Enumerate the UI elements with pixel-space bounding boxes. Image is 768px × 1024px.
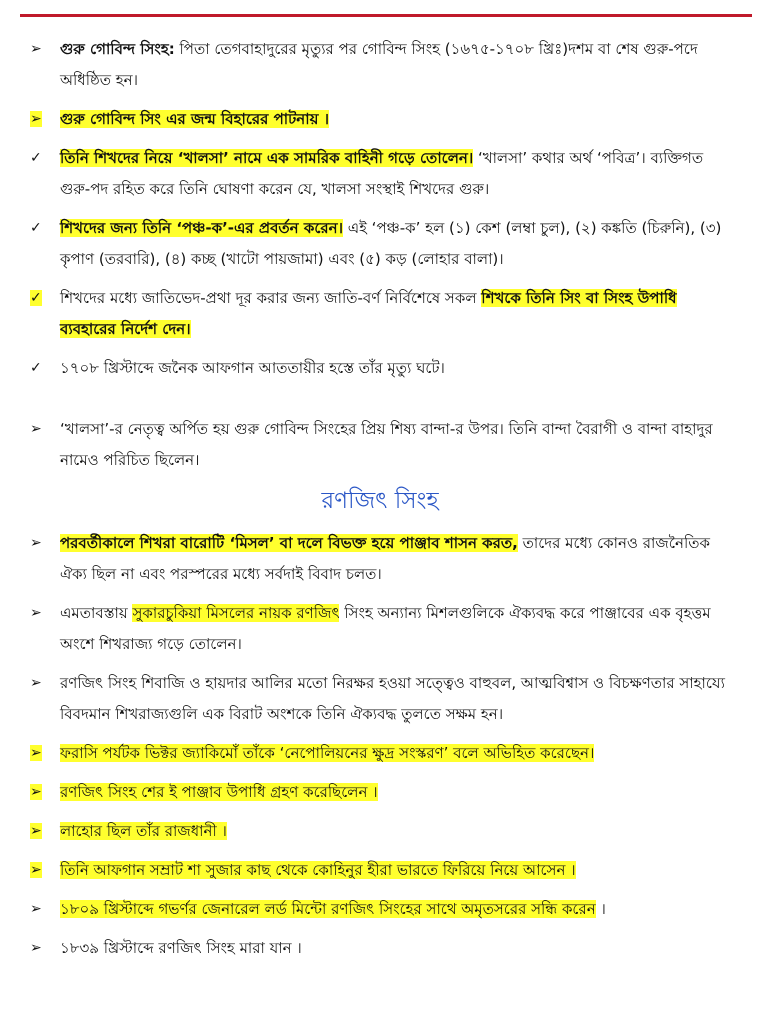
arrow-bullet-icon: ➢: [30, 862, 42, 878]
bullet-item: [30, 353, 730, 384]
text-segment: এমতাবস্তায়: [60, 604, 133, 622]
arrow-bullet-icon: ➢: [30, 823, 42, 839]
text-segment: পিতা তেগবাহাদুরের মৃত্যুর পর গোবিন্দ সিংহ (১৬৭৫-১৭০৮ খ্রিঃ)দশম বা শেষ গুরু-পদে অধিষ্ঠিত হন।: [60, 40, 698, 89]
bullet-item: [30, 34, 730, 96]
highlighted-text: পরবর্তীকালে শিখরা বারোটি ‘মিসল’ বা দলে বিভক্ত হয়ে পাঞ্জাব শাসন করত,: [60, 534, 518, 552]
bullet-text: [60, 816, 730, 847]
bullet-text: [60, 933, 730, 964]
arrow-bullet-icon: ➢: [30, 41, 42, 57]
text-segment: শিখদের মধ্যে জাতিভেদ-প্রথা দূর করার জন্য জাতি-বর্ণ নির্বিশেষে সকল: [60, 289, 482, 307]
arrow-bullet-icon: ➢: [30, 901, 42, 917]
check-mark-icon: ✓: [30, 290, 42, 306]
arrow-bullet-icon: ➢: [30, 784, 42, 800]
highlighted-text: লাহোর ছিল তাঁর রাজধানী ।: [60, 822, 227, 840]
section-ranjit-singh: [30, 528, 730, 964]
highlighted-text: সুকারচুকিয়া মিসলের নায়ক রণজিৎ: [132, 604, 340, 622]
text-segment: ১৭০৮ খ্রিস্টাব্দে জনৈক আফগান আততায়ীর হস্তে তাঁর মৃত্যু ঘটে।: [60, 359, 445, 377]
document-body: [30, 34, 730, 972]
top-rule: [20, 14, 752, 17]
text-segment: গুরু গোবিন্দ সিংহ:: [60, 40, 175, 58]
highlighted-text: তিনি শিখদের নিয়ে ‘খালসা’ নামে এক সামরিক বাহিনী গড়ে তোলেন।: [60, 149, 474, 167]
bullet-text: [60, 894, 730, 925]
bullet-text: [60, 104, 730, 135]
check-mark-icon: ✓: [30, 360, 42, 376]
bullet-item: [30, 668, 730, 730]
text-segment: ‘খালসা’ কথার অর্থ ‘পবিত্র’। ব্যক্তিগত গুরু-পদ রহিত করে তিনি ঘোষণা করেন যে, খালসা সংস্থাই শিখদের গুরু।: [60, 149, 704, 198]
text-segment: রণজিৎ সিংহ শিবাজি ও হায়দার আলির মতো নিরক্ষর হওয়া সত্ত্বেও বাহুবল, আত্মবিশ্বাস ও বিচক্ষণতার সাহায্যে বিবদমান শিখরাজ্যগুলি এক বিরাট অংশকে তিনি ঐক্যবদ্ধ তুলতে সক্ষম হন।: [60, 674, 725, 723]
highlighted-text: তিনি আফগান সম্রাট শা সুজার কাছ থেকে কোহিনুর হীরা ভারতে ফিরিয়ে নিয়ে আসেন ।: [60, 861, 576, 879]
arrow-bullet-icon: ➢: [30, 940, 42, 956]
bullet-text: [60, 143, 730, 205]
bullet-item: [30, 104, 730, 135]
bullet-item: [30, 528, 730, 590]
bullet-item: [30, 894, 730, 925]
bullet-text: [60, 283, 730, 345]
highlighted-text: রণজিৎ সিংহ শের ই পাঞ্জাব উপাধি গ্রহণ করেছিলেন ।: [60, 783, 378, 801]
arrow-bullet-icon: ➢: [30, 421, 42, 437]
highlighted-text: শিখকে তিনি সিং বা সিংহ উপাধি ব্যবহারের নির্দেশ দেন।: [60, 289, 677, 338]
highlighted-text: ফরাসি পর্যটক ভিক্টর জ্যাকিমোঁ তাঁকে ‘নেপোলিয়নের ক্ষুদ্র সংস্করণ’ বলে অভিহিত করেছেন।: [60, 744, 595, 762]
bullet-item: [30, 213, 730, 275]
arrow-bullet-icon: ➢: [30, 745, 42, 761]
bullet-text: [60, 855, 730, 886]
bullet-item: [30, 598, 730, 660]
section-gap: [30, 392, 730, 414]
highlighted-text: ১৮০৯ খ্রিস্টাব্দে গভর্ণর জেনারেল লর্ড মিন্টো রণজিৎ সিংহের সাথে অমৃতসরের সন্ধি করেন: [60, 900, 596, 918]
highlighted-text: শিখদের জন্য তিনি ‘পঞ্চ-ক’-এর প্রবর্তন করেন।: [60, 219, 343, 237]
arrow-bullet-icon: ➢: [30, 535, 42, 551]
text-segment: ‘খালসা’-র নেতৃত্ব অর্পিত হয় গুরু গোবিন্দ সিংহের প্রিয় শিষ্য বান্দা-র উপর। তিনি বান্দা বৈরাগী ও বান্দা বাহাদুর নামেও পরিচিত ছিলেন।: [60, 420, 713, 469]
bullet-text: [60, 777, 730, 808]
bullet-text: [60, 668, 730, 730]
check-mark-icon: ✓: [30, 150, 42, 166]
text-segment: ।: [595, 900, 606, 918]
bullet-item: [30, 283, 730, 345]
bullet-text: [60, 34, 730, 96]
bullet-text: [60, 353, 730, 384]
bullet-text: [60, 598, 730, 660]
bullet-text: [60, 414, 730, 476]
bullet-item: [30, 816, 730, 847]
bullet-item: [30, 855, 730, 886]
bullet-item: [30, 738, 730, 769]
text-segment: এই ‘পঞ্চ-ক’ হল (১) কেশ (লম্বা চুল), (২) কঙ্কতি (চিরুনি), (৩) কৃপাণ (তরবারি), (৪) কচ্ছ (খাটো পায়জামা) এবং (৫) কড় (লোহার বালা)।: [60, 219, 722, 268]
text-segment: সিংহ অন্যান্য মিশলগুলিকে ঐক্যবদ্ধ করে পাঞ্জাবের এক বৃহত্তম অংশে শিখরাজ্য গড়ে তোলেন।: [60, 604, 711, 653]
bullet-text: [60, 528, 730, 590]
text-segment: ১৮৩৯ খ্রিস্টাব্দে রণজিৎ সিংহ মারা যান ।: [60, 939, 302, 957]
section-guru-gobind-singh: [30, 34, 730, 384]
highlighted-text: গুরু গোবিন্দ সিং এর জন্ম বিহারের পাটনায় ।: [60, 110, 330, 128]
bullet-item: [30, 143, 730, 205]
bullet-item: [30, 777, 730, 808]
bullet-text: [60, 213, 730, 275]
bullet-text: [60, 738, 730, 769]
arrow-bullet-icon: ➢: [30, 605, 42, 621]
arrow-bullet-icon: ➢: [30, 675, 42, 691]
arrow-bullet-icon: ➢: [30, 111, 42, 127]
bullet-item: [30, 414, 730, 476]
text-segment: তাদের মধ্যে কোনও রাজনৈতিক ঐক্য ছিল না এবং পরস্পরের মধ্যে সর্বদাই বিবাদ চলত।: [60, 534, 711, 583]
check-mark-icon: ✓: [30, 220, 42, 236]
bullet-item: [30, 933, 730, 964]
section-heading: রণজিৎ সিংহ: [321, 488, 439, 514]
section-khalsa-leadership: [30, 414, 730, 476]
